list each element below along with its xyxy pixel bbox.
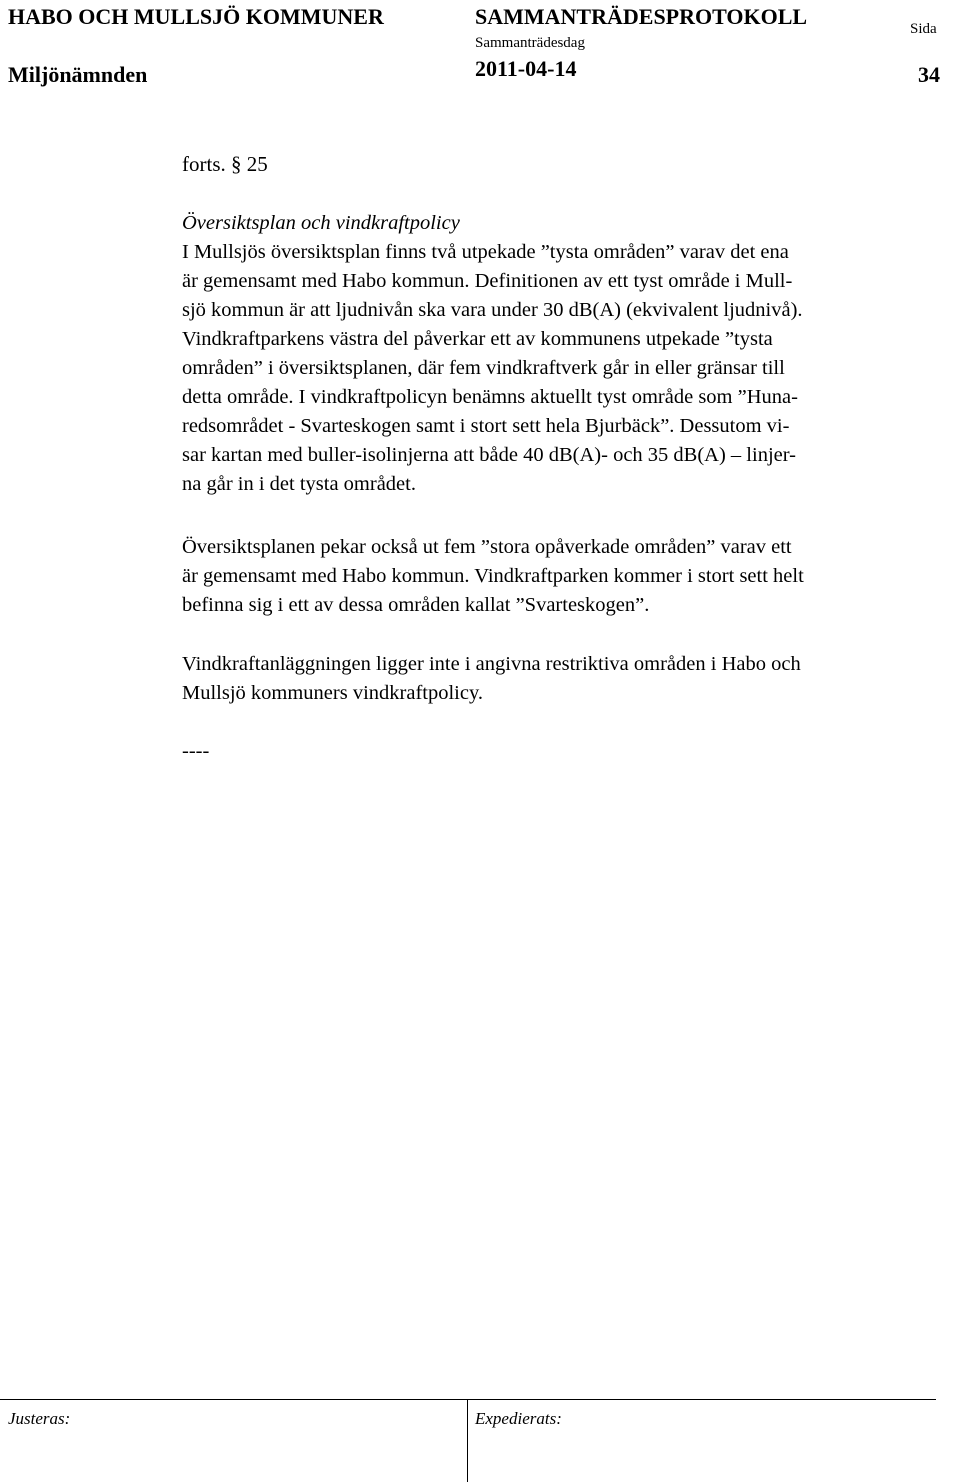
section-heading: forts. § 25 [182,152,268,176]
paragraph-line: detta område. I vindkraftpolicyn benämns aktuellt tyst område som ”Huna- [182,386,798,408]
paragraph-line: är gemensamt med Habo kommun. Vindkraftparken kommer i stort sett helt [182,565,804,587]
paragraph-line: Vindkraftanläggningen ligger inte i angivna restriktiva områden i Habo och [182,653,801,675]
page-number: 34 [918,62,940,87]
paragraph-line: är gemensamt med Habo kommun. Definitionen av ett tyst område i Mull- [182,270,793,292]
footer-rule [0,1399,936,1400]
document-type: SAMMANTRÄDESPROTOKOLL [475,4,808,29]
paragraph-line: redsområdet - Svarteskogen samt i stort sett hela Bjurbäck”. Dessutom vi- [182,415,790,437]
paragraph-line: områden” i översiktsplanen, där fem vindkraftverk går in eller gränsar till [182,357,785,379]
paragraph-line: Vindkraftparkens västra del påverkar ett av kommunens utpekade ”tysta [182,328,773,350]
paragraph-line: I Mullsjös översiktsplan finns två utpekade ”tysta områden” varav det ena [182,241,789,263]
paragraph-line: sar kartan med buller-isolinjerna att både 40 dB(A)- och 35 dB(A) – linjer- [182,444,796,466]
committee-name: Miljönämnden [8,62,148,87]
section-subheading: Översiktsplan och vindkraftpolicy [182,212,460,234]
footer-divider [467,1399,468,1482]
org-name: HABO OCH MULLSJÖ KOMMUNER [8,4,384,29]
expedierats-label: Expedierats: [475,1409,562,1428]
paragraph-line: befinna sig i ett av dessa områden kallat ”Svarteskogen”. [182,594,650,616]
meeting-date: 2011-04-14 [475,56,577,81]
justeras-label: Justeras: [8,1409,71,1428]
paragraph-line: na går in i det tysta området. [182,473,416,495]
date-label: Sammanträdesdag [475,35,585,51]
section-separator: ---- [182,740,210,762]
paragraph-line: sjö kommun är att ljudnivån ska vara under 30 dB(A) (ekvivalent ljudnivå). [182,299,803,321]
page-label: Sida [910,21,937,37]
paragraph-line: Översiktsplanen pekar också ut fem ”stora opåverkade områden” varav ett [182,536,792,558]
paragraph-line: Mullsjö kommuners vindkraftpolicy. [182,682,484,704]
